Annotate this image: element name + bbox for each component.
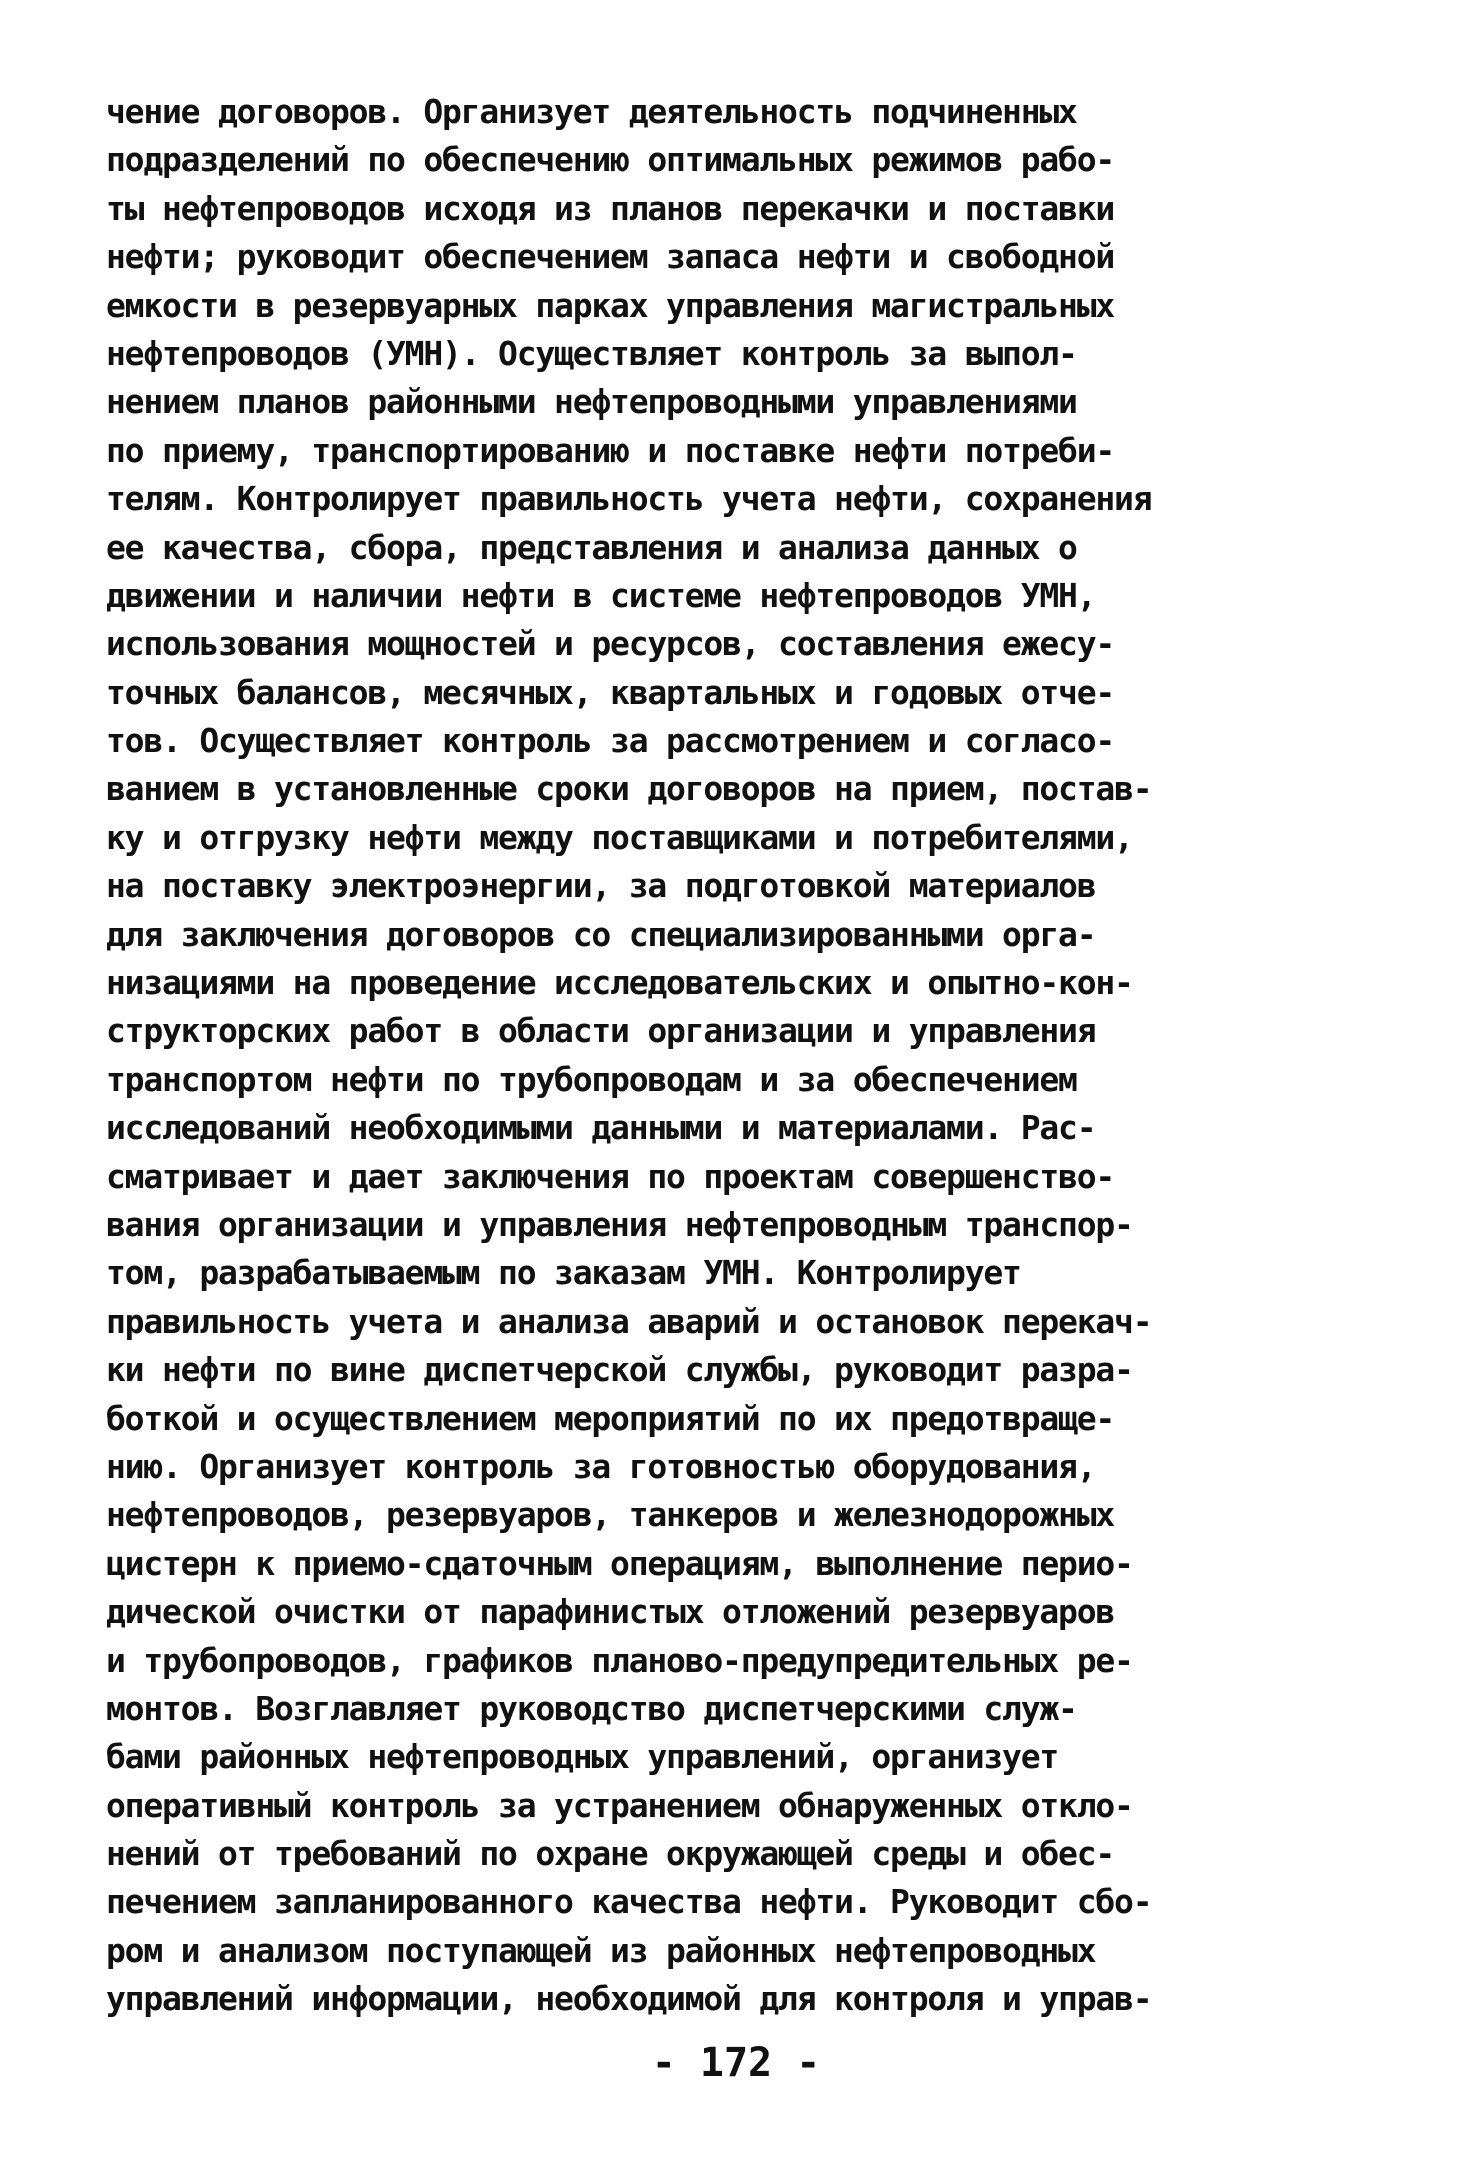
text-line: дической очистки от парафинистых отложений резервуаров xyxy=(106,1592,1115,1632)
text-line: емкости в резервуарных парках управления магистральных xyxy=(106,285,1115,325)
text-line: структорских работ в области организации и управления xyxy=(106,1011,1096,1051)
text-line: телям. Контролирует правильность учета нефти, сохранения xyxy=(106,479,1152,519)
text-line: точных балансов, месячных, квартальных и годовых отче- xyxy=(106,672,1115,712)
text-line: подразделений по обеспечению оптимальных режимов рабо- xyxy=(106,140,1115,180)
text-line: правильность учета и анализа аварий и остановок перекач- xyxy=(106,1301,1152,1341)
text-line: ки нефти по вине диспетчерской службы, руководит разра- xyxy=(106,1350,1133,1390)
text-line: транспортом нефти по трубопроводам и за обеспечением xyxy=(106,1059,1077,1099)
text-line: нефти; руководит обеспечением запаса нефти и свободной xyxy=(106,237,1115,277)
text-line: нефтепроводов (УМН). Осуществляет контроль за выпол- xyxy=(106,333,1077,373)
text-line: ее качества, сбора, представления и анализа данных о xyxy=(106,527,1077,567)
body-text xyxy=(106,88,1396,2024)
text-line: на поставку электроэнергии, за подготовкой материалов xyxy=(106,866,1096,906)
text-line: боткой и осуществлением мероприятий по их предотвраще- xyxy=(106,1398,1115,1438)
text-line: ром и анализом поступающей из районных нефтепроводных xyxy=(106,1930,1096,1970)
text-line: ванием в установленные сроки договоров на прием, постав- xyxy=(106,769,1152,809)
text-line: монтов. Возглавляет руководство диспетчерскими служ- xyxy=(106,1688,1077,1728)
text-line: нением планов районными нефтепроводными управлениями xyxy=(106,382,1077,422)
text-line: движении и наличии нефти в системе нефтепроводов УМН, xyxy=(106,575,1096,615)
text-line: низациями на проведение исследовательских и опытно-кон- xyxy=(106,963,1133,1003)
text-line: управлений информации, необходимой для контроля и управ- xyxy=(106,1979,1152,2019)
text-line: нений от требований по охране окружающей среды и обес- xyxy=(106,1834,1115,1874)
text-line: бами районных нефтепроводных управлений, организует xyxy=(106,1737,1059,1777)
text-line: для заключения договоров со специализированными орга- xyxy=(106,914,1096,954)
text-line: ты нефтепроводов исходя из планов перекачки и поставки xyxy=(106,188,1115,228)
text-line: ку и отгрузку нефти между поставщиками и потребителями, xyxy=(106,817,1133,857)
text-line: том, разрабатываемым по заказам УМН. Контролирует xyxy=(106,1253,1021,1293)
text-line: нию. Организует контроль за готовностью оборудования, xyxy=(106,1446,1096,1486)
page-number: - 172 - xyxy=(651,2040,821,2086)
text-line: по приему, транспортированию и поставке нефти потреби- xyxy=(106,430,1115,470)
text-line: печением запланированного качества нефти. Руководит сбо- xyxy=(106,1882,1152,1922)
text-line: оперативный контроль за устранением обнаруженных откло- xyxy=(106,1785,1133,1825)
text-line: тов. Осуществляет контроль за рассмотрением и согласо- xyxy=(106,721,1115,761)
text-line: нефтепроводов, резервуаров, танкеров и железнодорожных xyxy=(106,1495,1115,1535)
text-line: исследований необходимыми данными и материалами. Рас- xyxy=(106,1108,1096,1148)
text-line: использования мощностей и ресурсов, составления ежесу- xyxy=(106,624,1115,664)
text-line: сматривает и дает заключения по проектам совершенство- xyxy=(106,1156,1115,1196)
text-line: и трубопроводов, графиков планово-предупредительных ре- xyxy=(106,1640,1133,1680)
text-line: вания организации и управления нефтепроводным транспор- xyxy=(106,1204,1133,1244)
text-line: чение договоров. Организует деятельность подчиненных xyxy=(106,92,1077,131)
text-line: цистерн к приемо-сдаточным операциям, выполнение перио- xyxy=(106,1543,1133,1583)
